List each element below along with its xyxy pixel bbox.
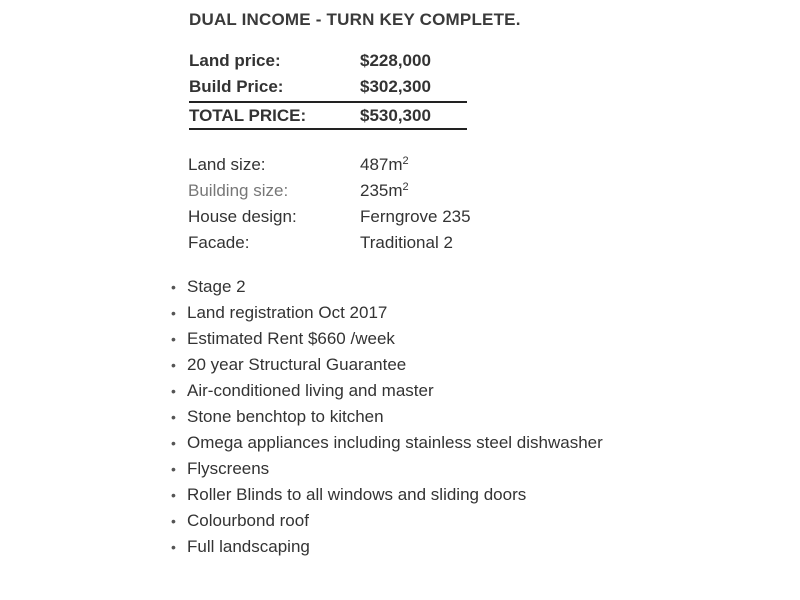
build-price-row xyxy=(189,74,467,100)
list-item xyxy=(171,274,603,300)
feature-text: 20 year Structural Guarantee xyxy=(187,355,407,374)
bullet-icon: • xyxy=(171,461,176,477)
feature-text: Flyscreens xyxy=(187,459,270,478)
build-price-label: Build Price: xyxy=(189,77,284,96)
superscript: 2 xyxy=(402,181,409,193)
feature-text: Air-conditioned living and master xyxy=(187,381,434,400)
feature-text: Land registration Oct 2017 xyxy=(187,303,388,322)
list-item xyxy=(171,456,603,482)
total-price-row xyxy=(189,101,467,130)
feature-text: Omega appliances including stainless steel dishwasher xyxy=(187,433,603,452)
bullet-icon: • xyxy=(171,383,176,399)
feature-text: Estimated Rent $660 /week xyxy=(187,329,395,348)
price-table xyxy=(189,48,467,130)
list-item xyxy=(171,404,603,430)
list-item xyxy=(171,352,603,378)
building-size-value: $235m^2$ xyxy=(360,181,409,200)
bullet-icon: • xyxy=(171,331,176,347)
land-price-row xyxy=(189,48,467,74)
bullet-icon: • xyxy=(171,279,176,295)
house-design-label: House design: xyxy=(188,207,297,226)
land-size-row xyxy=(188,152,471,178)
land-price-value: $228,000 xyxy=(360,51,431,70)
bullet-icon: • xyxy=(171,305,176,321)
list-item xyxy=(171,326,603,352)
facade-row xyxy=(188,230,471,256)
house-design-row xyxy=(188,204,471,230)
house-design-value: Ferngrove 235 xyxy=(360,207,471,226)
list-item xyxy=(171,430,603,456)
feature-text: Stage 2 xyxy=(187,277,246,296)
build-price-value: $302,300 xyxy=(360,77,431,96)
feature-text: Full landscaping xyxy=(187,537,310,556)
bullet-icon: • xyxy=(171,513,176,529)
bullet-icon: • xyxy=(171,539,176,555)
bullet-icon: • xyxy=(171,409,176,425)
property-details xyxy=(188,152,471,256)
land-size-value: $487m^2$ xyxy=(360,155,409,174)
bullet-icon: • xyxy=(171,357,176,373)
listing-heading: DUAL INCOME - TURN KEY COMPLETE. xyxy=(189,10,521,29)
feature-text: Stone benchtop to kitchen xyxy=(187,407,384,426)
superscript: 2 xyxy=(402,155,409,167)
list-item xyxy=(171,508,603,534)
features-list xyxy=(171,274,603,560)
building-size-row xyxy=(188,178,471,204)
bullet-icon: • xyxy=(171,435,176,451)
list-item xyxy=(171,482,603,508)
feature-text: Colourbond roof xyxy=(187,511,309,530)
total-price-value: $530,300 xyxy=(360,105,431,125)
bullet-icon: • xyxy=(171,487,176,503)
building-size-label: Building size: xyxy=(188,181,289,200)
list-item xyxy=(171,378,603,404)
facade-label: Facade: xyxy=(188,233,250,252)
total-price-label: TOTAL PRICE: xyxy=(189,105,307,125)
land-size-label: Land size: xyxy=(188,155,266,174)
land-price-label: Land price: xyxy=(189,51,281,70)
list-item xyxy=(171,300,603,326)
feature-text: Roller Blinds to all windows and sliding doors xyxy=(187,485,527,504)
facade-value: Traditional 2 xyxy=(360,233,453,252)
list-item xyxy=(171,534,603,560)
